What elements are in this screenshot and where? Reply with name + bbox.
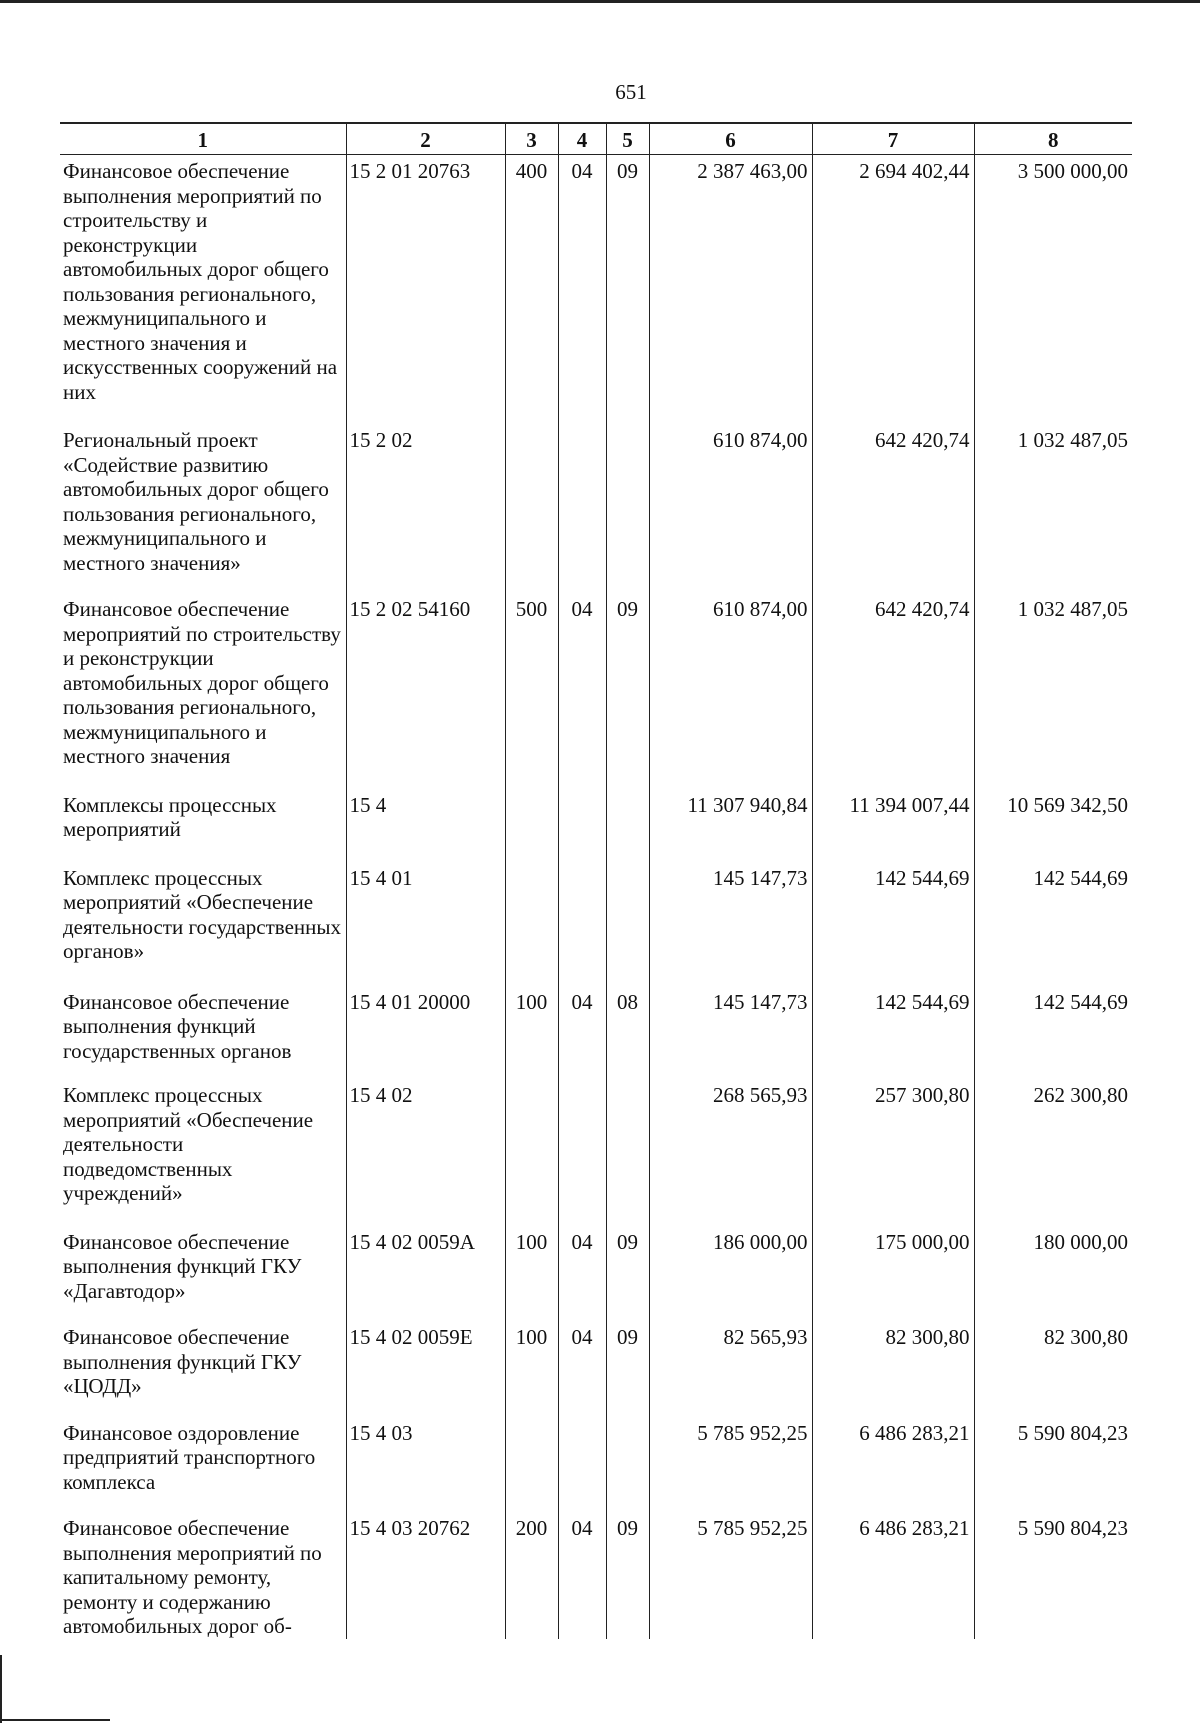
amount-col6-cell: 2 387 463,00	[649, 155, 812, 405]
table-row	[60, 1512, 1132, 1639]
spacer-cell	[974, 842, 1132, 862]
spacer-cell	[505, 1303, 558, 1321]
column-header: 6	[649, 123, 812, 155]
item-name-cell: Региональный проект «Содействие развитию автомобильных дорог общего пользования регионального, межмуниципального и местного значения»	[63, 428, 329, 575]
section-cell	[558, 1079, 606, 1206]
spacer-cell	[346, 1303, 505, 1321]
spacer-cell	[974, 1399, 1132, 1417]
spacer-cell	[649, 1303, 812, 1321]
item-name-cell: Финансовое обеспечение выполнения функций государственных органов	[63, 989, 292, 1063]
spacer-cell	[60, 842, 346, 862]
target-code-cell: 15 2 01 20763	[346, 155, 505, 405]
spacer-cell	[346, 964, 505, 986]
target-code-cell: 15 2 02	[346, 424, 505, 575]
item-name-cell: Комплекс процессных мероприятий «Обеспечение деятельности государственных органов»	[63, 865, 342, 963]
spacer-cell	[60, 1303, 346, 1321]
spacer-cell	[505, 404, 558, 424]
spacer-cell	[505, 1206, 558, 1226]
spacer-cell	[974, 575, 1132, 593]
amount-col8-cell: 3 500 000,00	[974, 155, 1132, 405]
section-cell: 04	[558, 593, 606, 769]
spacer-cell	[812, 964, 974, 986]
expense-type-cell: 400	[505, 155, 558, 405]
spacer-cell	[606, 1494, 649, 1512]
section-cell: 04	[558, 1321, 606, 1399]
target-code-cell: 15 4 03 20762	[346, 1512, 505, 1639]
amount-col7-cell: 142 544,69	[812, 862, 974, 964]
amount-col8-cell: 262 300,80	[974, 1079, 1132, 1206]
spacer-cell	[505, 1399, 558, 1417]
subsection-cell	[606, 789, 649, 842]
spacer-cell	[558, 1206, 606, 1226]
section-cell: 04	[558, 986, 606, 1064]
subsection-cell: 09	[606, 593, 649, 769]
table-row	[60, 1417, 1132, 1495]
amount-col7-cell: 6 486 283,21	[812, 1417, 974, 1495]
subsection-cell	[606, 862, 649, 964]
amount-col8-cell: 5 590 804,23	[974, 1417, 1132, 1495]
spacer-cell	[606, 1399, 649, 1417]
spacer-cell	[60, 1399, 346, 1417]
spacer-cell	[60, 1494, 346, 1512]
spacer-cell	[974, 769, 1132, 789]
section-cell	[558, 789, 606, 842]
section-cell	[558, 424, 606, 575]
spacer-cell	[649, 575, 812, 593]
row-spacer	[60, 964, 1132, 986]
table-row	[60, 593, 1132, 769]
item-name-cell: Комплексы процессных мероприятий	[63, 792, 277, 841]
expense-type-cell	[505, 862, 558, 964]
spacer-cell	[505, 1494, 558, 1512]
spacer-cell	[606, 1063, 649, 1079]
spacer-cell	[60, 1063, 346, 1079]
section-cell	[558, 1417, 606, 1495]
expense-type-cell	[505, 424, 558, 575]
spacer-cell	[60, 404, 346, 424]
item-name-cell: Финансовое оздоровление предприятий транспортного комплекса	[63, 1420, 316, 1494]
spacer-cell	[558, 842, 606, 862]
spacer-cell	[606, 575, 649, 593]
expense-type-cell: 100	[505, 1226, 558, 1304]
spacer-cell	[974, 1206, 1132, 1226]
spacer-cell	[812, 575, 974, 593]
target-code-cell: 15 4	[346, 789, 505, 842]
amount-col8-cell: 10 569 342,50	[974, 789, 1132, 842]
spacer-cell	[346, 1399, 505, 1417]
expense-type-cell: 200	[505, 1512, 558, 1639]
spacer-cell	[60, 575, 346, 593]
spacer-cell	[346, 404, 505, 424]
column-header: 3	[505, 123, 558, 155]
column-header: 2	[346, 123, 505, 155]
amount-col6-cell: 145 147,73	[649, 986, 812, 1064]
row-spacer	[60, 1303, 1132, 1321]
item-name-cell: Финансовое обеспечение мероприятий по строительству и реконструкции автомобильных дорог общего пользования регионального, межмуниципального и местного значения	[63, 597, 341, 768]
subsection-cell: 09	[606, 1512, 649, 1639]
expense-type-cell	[505, 1079, 558, 1206]
expense-type-cell: 500	[505, 593, 558, 769]
spacer-cell	[812, 769, 974, 789]
column-header: 4	[558, 123, 606, 155]
amount-col8-cell: 180 000,00	[974, 1226, 1132, 1304]
spacer-cell	[346, 1494, 505, 1512]
scan-bottom-edge	[0, 1719, 110, 1721]
amount-col7-cell: 257 300,80	[812, 1079, 974, 1206]
amount-col7-cell: 82 300,80	[812, 1321, 974, 1399]
amount-col8-cell: 1 032 487,05	[974, 593, 1132, 769]
row-spacer	[60, 769, 1132, 789]
column-header: 5	[606, 123, 649, 155]
target-code-cell: 15 4 01	[346, 862, 505, 964]
scan-left-edge	[0, 1655, 2, 1723]
row-spacer	[60, 1399, 1132, 1417]
amount-col7-cell: 142 544,69	[812, 986, 974, 1064]
amount-col8-cell: 5 590 804,23	[974, 1512, 1132, 1639]
amount-col6-cell: 268 565,93	[649, 1079, 812, 1206]
target-code-cell: 15 4 01 20000	[346, 986, 505, 1064]
spacer-cell	[606, 1206, 649, 1226]
subsection-cell: 08	[606, 986, 649, 1064]
page-number: 651	[615, 80, 647, 104]
spacer-cell	[812, 1303, 974, 1321]
amount-col7-cell: 6 486 283,21	[812, 1512, 974, 1639]
spacer-cell	[346, 1206, 505, 1226]
spacer-cell	[812, 404, 974, 424]
amount-col6-cell: 610 874,00	[649, 593, 812, 769]
table-row	[60, 986, 1132, 1064]
subsection-cell: 09	[606, 1226, 649, 1304]
amount-col8-cell: 1 032 487,05	[974, 424, 1132, 575]
spacer-cell	[812, 1063, 974, 1079]
table-header-row	[60, 123, 1132, 155]
spacer-cell	[606, 964, 649, 986]
spacer-cell	[60, 1206, 346, 1226]
spacer-cell	[606, 404, 649, 424]
subsection-cell	[606, 424, 649, 575]
spacer-cell	[812, 842, 974, 862]
spacer-cell	[974, 1494, 1132, 1512]
row-spacer	[60, 575, 1132, 593]
row-spacer	[60, 1063, 1132, 1079]
target-code-cell: 15 2 02 54160	[346, 593, 505, 769]
spacer-cell	[346, 769, 505, 789]
budget-table	[60, 122, 1132, 1639]
target-code-cell: 15 4 02 0059Е	[346, 1321, 505, 1399]
table-row	[60, 155, 1132, 405]
subsection-cell: 09	[606, 155, 649, 405]
spacer-cell	[346, 575, 505, 593]
spacer-cell	[812, 1399, 974, 1417]
spacer-cell	[505, 964, 558, 986]
expense-type-cell: 100	[505, 986, 558, 1064]
column-header: 1	[60, 123, 346, 155]
item-name-cell: Финансовое обеспечение выполнения мероприятий по капитальному ремонту, ремонту и содержанию автомобильных дорог об-	[63, 1516, 322, 1638]
table-row	[60, 789, 1132, 842]
spacer-cell	[649, 1206, 812, 1226]
spacer-cell	[974, 404, 1132, 424]
spacer-cell	[606, 842, 649, 862]
spacer-cell	[558, 1494, 606, 1512]
row-spacer	[60, 842, 1132, 862]
item-name-cell: Финансовое обеспечение выполнения функций ГКУ «Дагавтодор»	[63, 1229, 302, 1303]
row-spacer	[60, 1494, 1132, 1512]
target-code-cell: 15 4 02 0059А	[346, 1226, 505, 1304]
spacer-cell	[812, 1494, 974, 1512]
spacer-cell	[505, 769, 558, 789]
table-row	[60, 1079, 1132, 1206]
expense-type-cell	[505, 1417, 558, 1495]
row-spacer	[60, 1206, 1132, 1226]
spacer-cell	[649, 1399, 812, 1417]
spacer-cell	[649, 769, 812, 789]
spacer-cell	[60, 769, 346, 789]
scan-top-edge	[0, 0, 1200, 3]
spacer-cell	[558, 575, 606, 593]
table-row	[60, 424, 1132, 575]
spacer-cell	[606, 1303, 649, 1321]
spacer-cell	[558, 769, 606, 789]
section-cell: 04	[558, 155, 606, 405]
spacer-cell	[558, 404, 606, 424]
expense-type-cell	[505, 789, 558, 842]
target-code-cell: 15 4 02	[346, 1079, 505, 1206]
spacer-cell	[649, 1063, 812, 1079]
item-name-cell: Комплекс процессных мероприятий «Обеспечение деятельности подведомственных учреждений»	[63, 1083, 314, 1205]
spacer-cell	[346, 842, 505, 862]
amount-col6-cell: 610 874,00	[649, 424, 812, 575]
amount-col6-cell: 186 000,00	[649, 1226, 812, 1304]
amount-col7-cell: 642 420,74	[812, 593, 974, 769]
item-name-cell: Финансовое обеспечение выполнения функций ГКУ «ЦОДД»	[63, 1325, 302, 1398]
amount-col6-cell: 82 565,93	[649, 1321, 812, 1399]
column-header: 8	[974, 123, 1132, 155]
amount-col7-cell: 175 000,00	[812, 1226, 974, 1304]
spacer-cell	[558, 1399, 606, 1417]
spacer-cell	[505, 575, 558, 593]
spacer-cell	[505, 842, 558, 862]
spacer-cell	[505, 1063, 558, 1079]
spacer-cell	[649, 842, 812, 862]
spacer-cell	[649, 964, 812, 986]
spacer-cell	[649, 404, 812, 424]
amount-col8-cell: 82 300,80	[974, 1321, 1132, 1399]
subsection-cell: 09	[606, 1321, 649, 1399]
spacer-cell	[812, 1206, 974, 1226]
amount-col7-cell: 642 420,74	[812, 424, 974, 575]
amount-col8-cell: 142 544,69	[974, 986, 1132, 1064]
table-row	[60, 1321, 1132, 1399]
target-code-cell: 15 4 03	[346, 1417, 505, 1495]
expense-type-cell: 100	[505, 1321, 558, 1399]
column-header: 7	[812, 123, 974, 155]
spacer-cell	[649, 1494, 812, 1512]
subsection-cell	[606, 1417, 649, 1495]
section-cell	[558, 862, 606, 964]
amount-col6-cell: 11 307 940,84	[649, 789, 812, 842]
spacer-cell	[974, 1063, 1132, 1079]
amount-col6-cell: 5 785 952,25	[649, 1417, 812, 1495]
row-spacer	[60, 404, 1132, 424]
table-row	[60, 1226, 1132, 1304]
section-cell: 04	[558, 1226, 606, 1304]
item-name-cell: Финансовое обеспечение выполнения мероприятий по строительству и реконструкции автомобильных дорог общего пользования регионального, межмуниципального и местного значения и искусственных сооружений на них	[63, 159, 338, 404]
spacer-cell	[60, 964, 346, 986]
spacer-cell	[558, 1063, 606, 1079]
table-body	[60, 155, 1132, 1639]
spacer-cell	[558, 1303, 606, 1321]
spacer-cell	[606, 769, 649, 789]
amount-col6-cell: 5 785 952,25	[649, 1512, 812, 1639]
spacer-cell	[974, 964, 1132, 986]
spacer-cell	[974, 1303, 1132, 1321]
subsection-cell	[606, 1079, 649, 1206]
spacer-cell	[346, 1063, 505, 1079]
amount-col6-cell: 145 147,73	[649, 862, 812, 964]
amount-col7-cell: 2 694 402,44	[812, 155, 974, 405]
section-cell: 04	[558, 1512, 606, 1639]
amount-col7-cell: 11 394 007,44	[812, 789, 974, 842]
spacer-cell	[558, 964, 606, 986]
table-row	[60, 862, 1132, 964]
amount-col8-cell: 142 544,69	[974, 862, 1132, 964]
